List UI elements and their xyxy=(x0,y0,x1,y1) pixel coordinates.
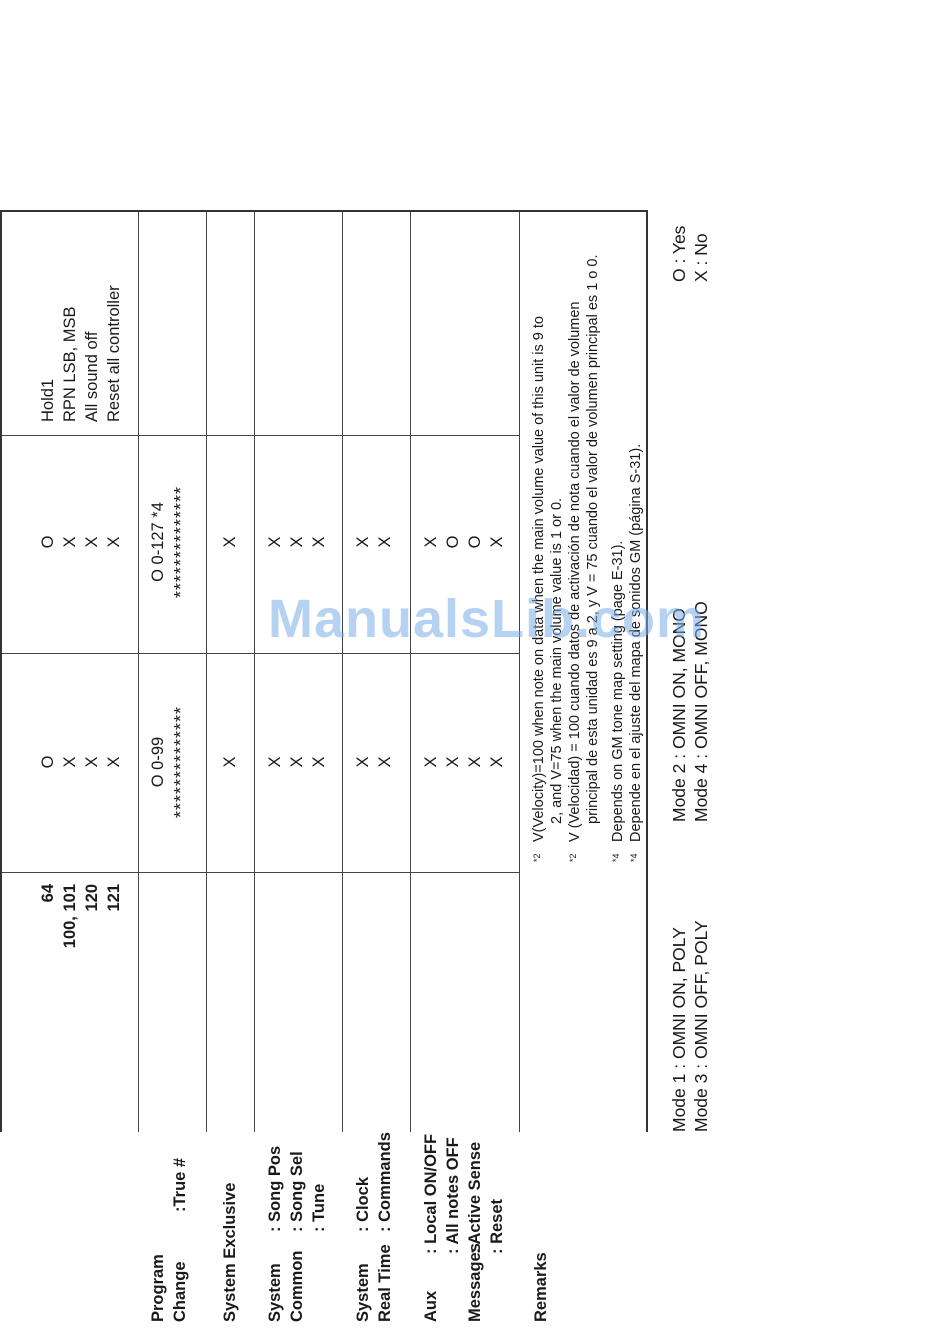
footnote-mark: *2 xyxy=(568,853,578,862)
remark-line: Depende en el ajuste del mapa de sonidos GM (página S-31). xyxy=(628,443,644,842)
transmitted-value: X xyxy=(310,756,328,768)
row-label: System xyxy=(266,1263,284,1322)
row-label: Common xyxy=(288,1250,306,1322)
row-divider xyxy=(254,212,255,1132)
mode-1-text: Mode 1 : OMNI ON, POLY xyxy=(669,927,689,1132)
transmitted-value: X xyxy=(266,756,284,768)
transmitted-value: X xyxy=(354,756,372,768)
row-label: System Exclusive xyxy=(221,1182,239,1322)
row-item: : Commands xyxy=(376,1132,394,1232)
watermark-logo: ManualsLib.com xyxy=(268,589,706,649)
midi-implementation-table xyxy=(0,210,648,1322)
row-divider xyxy=(519,212,520,1132)
footnote-mark: *4 xyxy=(611,853,621,862)
recognized-value: X xyxy=(105,536,123,548)
row-label: Aux xyxy=(422,1290,440,1322)
remark-line: V(Velocity)=100 when note on data when the main volume value of this unit is 9 to xyxy=(531,316,547,842)
row-label: Program xyxy=(149,1254,167,1322)
controller-number: 64 xyxy=(39,884,57,903)
no-legend: X : No xyxy=(691,233,711,282)
footnote-mark: *2 xyxy=(532,853,542,862)
row-label: System xyxy=(354,1263,372,1322)
footnote-mark: *4 xyxy=(629,853,639,862)
controller-number: 100, 101 xyxy=(61,884,79,949)
transmitted-value: X xyxy=(488,756,506,768)
remark-text: RPN LSB, MSB xyxy=(61,306,79,422)
remark-text: Hold1 xyxy=(39,378,57,422)
recognized-value: O xyxy=(466,535,484,549)
remark-line: Depends on GM tone map setting (page E-31). xyxy=(610,540,626,842)
controller-number: 120 xyxy=(83,884,101,912)
transmitted-value: X xyxy=(61,756,79,768)
remark-line: V (Velocidad) = 100 cuando datos de activación de nota cuando el valor de volumen xyxy=(567,301,583,842)
remark-line: principal de esta unidad es 9 a 2, y V = 75 cuando el valor de volumen principal es 1 o 0. xyxy=(585,254,601,824)
row-label: Real Time xyxy=(376,1244,394,1322)
recognized-stars: ************** xyxy=(171,485,191,599)
row-item: : All notes OFF xyxy=(444,1137,462,1254)
recognized-value: X xyxy=(376,536,394,548)
recognized-value: X xyxy=(310,536,328,548)
mode-4-text: Mode 4 : OMNI OFF, MONO xyxy=(691,601,711,822)
row-divider xyxy=(342,212,343,1132)
row-item: : Active Sense xyxy=(466,1141,484,1254)
row-item: : Clock xyxy=(354,1176,372,1232)
recognized-value: X xyxy=(488,536,506,548)
recognized-value: X xyxy=(288,536,306,548)
row-divider xyxy=(206,212,207,1132)
transmitted-value: X xyxy=(466,756,484,768)
mode-3-text: Mode 3 : OMNI OFF, POLY xyxy=(691,920,711,1132)
row-divider xyxy=(138,212,139,1132)
recognized-value: O xyxy=(39,535,57,549)
recognized-value: X xyxy=(221,536,239,548)
transmitted-value: O xyxy=(39,755,57,769)
controller-number: 121 xyxy=(105,884,123,912)
recognized-value: X xyxy=(266,536,284,548)
transmitted-value: X xyxy=(376,756,394,768)
yes-legend: O : Yes xyxy=(669,225,689,282)
row-item: : Reset xyxy=(488,1198,506,1254)
column-divider xyxy=(2,435,519,436)
recognized-value: X xyxy=(422,536,440,548)
recognized-value: O xyxy=(444,535,462,549)
row-divider xyxy=(410,212,411,1132)
column-divider xyxy=(2,872,519,873)
transmitted-stars: ************** xyxy=(171,705,191,819)
transmitted-value: X xyxy=(422,756,440,768)
row-item: : Local ON/OFF xyxy=(422,1133,440,1254)
remark-line: 2, and V=75 when the main volume value is 1 or 0. xyxy=(549,497,565,824)
recognized-value: X xyxy=(61,536,79,548)
recognized-value: X xyxy=(83,536,101,548)
remark-text: Reset all controller xyxy=(105,285,123,422)
transmitted-value: X xyxy=(444,756,462,768)
row-label: Change xyxy=(171,1261,189,1322)
transmitted-value: X xyxy=(83,756,101,768)
mode-2-text: Mode 2 : OMNI ON, MONO xyxy=(669,608,689,822)
recognized-value: X xyxy=(354,536,372,548)
row-item: : Tune xyxy=(310,1183,328,1232)
row-label: Messages xyxy=(466,1243,484,1322)
row-item: : Song Pos xyxy=(266,1145,284,1232)
transmitted-value: X xyxy=(105,756,123,768)
recognized-value: O 0-127 *4 xyxy=(149,502,167,582)
remark-text: All sound off xyxy=(83,331,101,422)
column-divider xyxy=(2,653,519,654)
remarks-label: Remarks xyxy=(532,1252,550,1322)
transmitted-value: O 0-99 xyxy=(149,736,167,788)
row-item: : Song Sel xyxy=(288,1151,306,1232)
transmitted-value: X xyxy=(221,756,239,768)
true-number-label: :True # xyxy=(171,1157,189,1212)
transmitted-value: X xyxy=(288,756,306,768)
